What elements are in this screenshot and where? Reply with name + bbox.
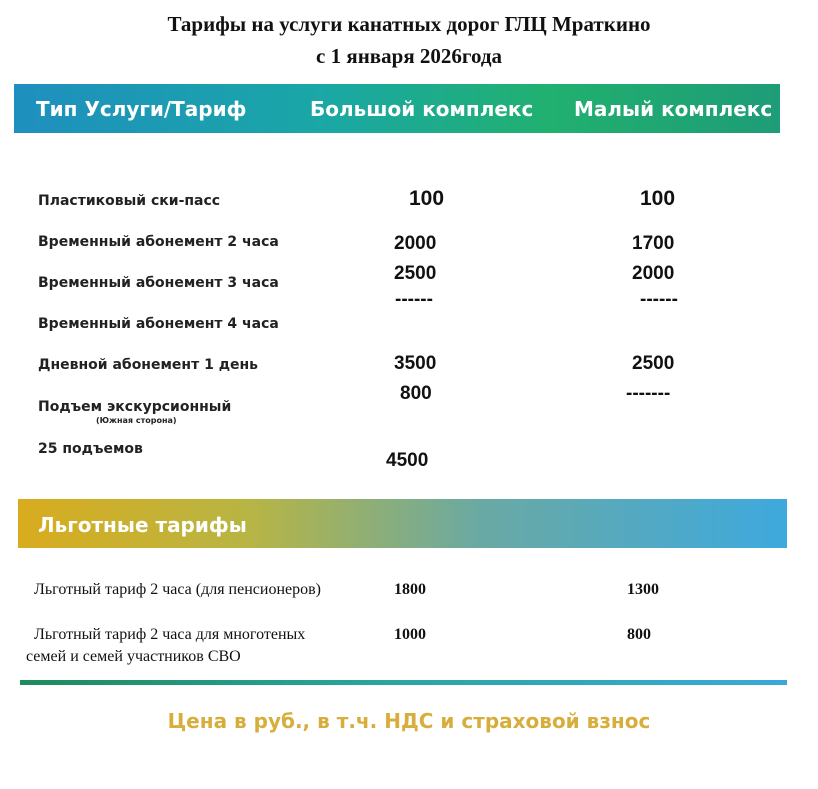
table-header-band <box>14 84 780 133</box>
discount-header-band <box>18 499 787 548</box>
page-title: Тарифы на услуги канатных дорог ГЛЦ Мраткино <box>167 12 651 36</box>
row-label-4h: Временный абонемент 4 часа <box>38 316 279 332</box>
divider-line <box>20 680 787 685</box>
price-big-3h: 2500 <box>394 263 437 284</box>
row-label-excursion: Подъем экскурсионный <box>38 399 232 415</box>
price-small-2h: 1700 <box>632 233 675 254</box>
discount-price-small-families: 800 <box>627 626 651 643</box>
row-sublabel-south-side: (Южная сторона) <box>96 416 177 425</box>
price-small-4h: ------ <box>640 289 678 310</box>
discount-price-small-pensioners: 1300 <box>627 581 659 598</box>
header-service-type: Тип Услуги/Тариф <box>36 97 247 121</box>
price-big-excursion: 800 <box>400 383 432 404</box>
discount-label-families-line2: семей и семей участников СВО <box>26 648 241 665</box>
discount-label-pensioners: Льготный тариф 2 часа (для пенсионеров) <box>34 581 321 598</box>
discount-price-big-families: 1000 <box>394 626 426 643</box>
price-small-ski-pass: 100 <box>640 187 676 210</box>
price-big-25-lifts: 4500 <box>386 450 429 471</box>
discount-header-title: Льготные тарифы <box>38 513 247 537</box>
row-label-25-lifts: 25 подъемов <box>38 441 143 457</box>
price-small-3h: 2000 <box>632 263 675 284</box>
discount-label-families-line1: Льготный тариф 2 часа для многотеных <box>34 626 306 643</box>
row-label-ski-pass: Пластиковый ски-пасс <box>38 193 221 209</box>
discount-price-big-pensioners: 1800 <box>394 581 426 598</box>
header-small-complex: Малый комплекс <box>574 97 773 121</box>
row-label-3h: Временный абонемент 3 часа <box>38 275 279 291</box>
row-label-2h: Временный абонемент 2 часа <box>38 234 279 250</box>
price-big-ski-pass: 100 <box>409 187 445 210</box>
price-big-1day: 3500 <box>394 353 437 374</box>
price-small-1day: 2500 <box>632 353 675 374</box>
header-big-complex: Большой комплекс <box>310 97 534 121</box>
price-big-4h: ------ <box>395 289 433 310</box>
row-label-1day: Дневной абонемент 1 день <box>38 357 259 373</box>
page-subtitle-date: с 1 января 2026года <box>316 44 502 68</box>
price-note-footer: Цена в руб., в т.ч. НДС и страховой взнос <box>167 709 651 733</box>
price-small-excursion: ------- <box>626 383 671 404</box>
price-big-2h: 2000 <box>394 233 437 254</box>
